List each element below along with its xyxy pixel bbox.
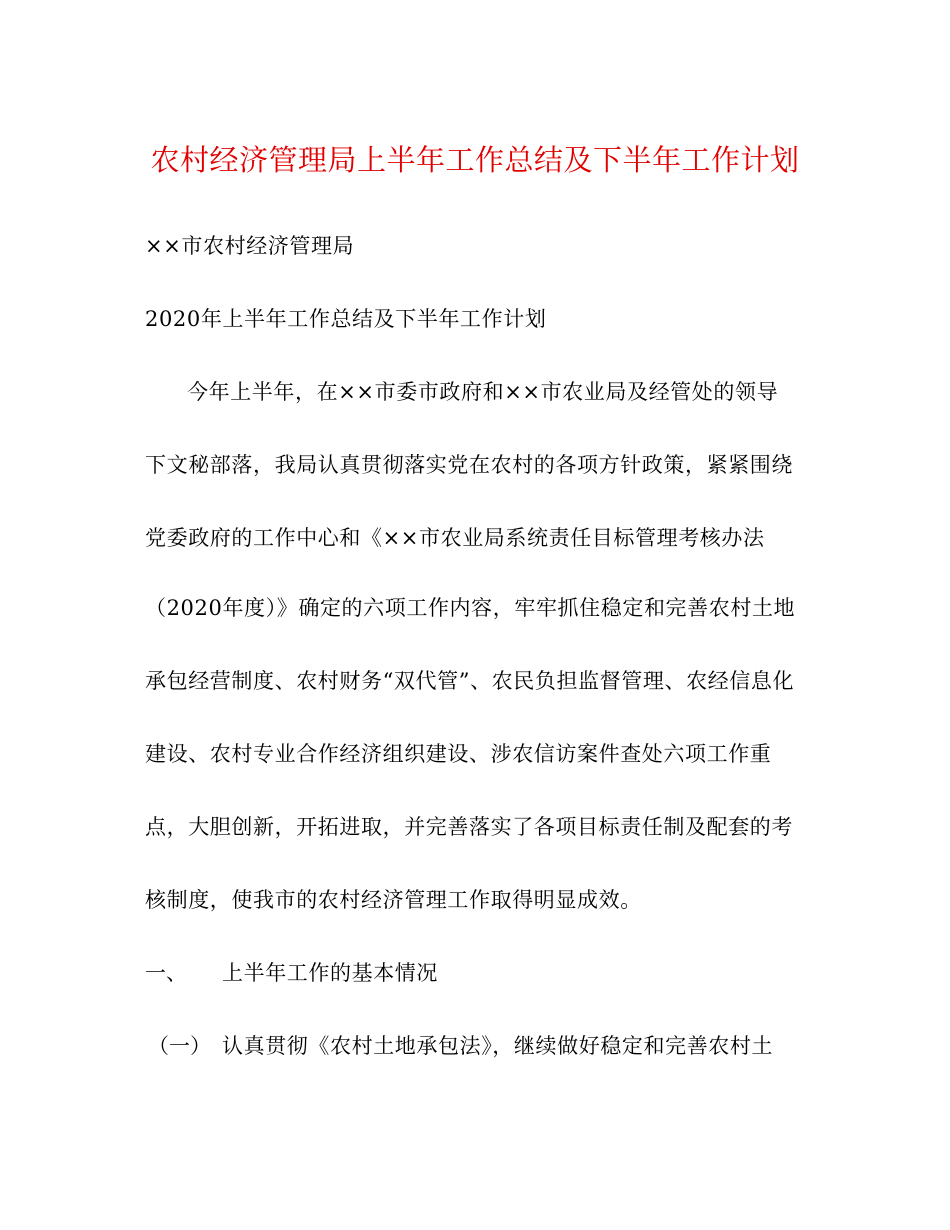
paragraph-line-8: 核制度，使我市的农村经济管理工作取得明显成效。 (145, 888, 642, 912)
paragraph-line-7: 点，大胆创新，开拓进取，并完善落实了各项目标责任制及配套的考 (145, 815, 793, 839)
paragraph-line-5: 承包经营制度、农村财务“双代管”、农民负担监督管理、农经信息化 (145, 669, 795, 693)
subsection-heading: 认真贯彻《农村土地承包法》，继续做好稳定和完善农村土 (222, 1034, 774, 1058)
subtitle-line: 2020年上半年工作总结及下半年工作计划 (145, 307, 547, 331)
section-number: 一、 (145, 961, 187, 985)
section-heading: 上半年工作的基本情况 (222, 961, 438, 985)
paragraph-line-1: 今年上半年，在××市委市政府和××市农业局及经管处的领导 (187, 380, 779, 404)
organization-line: ××市农村经济管理局 (145, 234, 355, 258)
paragraph-line-3: 党委政府的工作中心和《××市农业局系统责任目标管理考核办法 (145, 526, 765, 550)
document-title: 农村经济管理局上半年工作总结及下半年工作计划 (150, 143, 800, 177)
paragraph-line-4: （2020年度）》确定的六项工作内容，牢牢抓住稳定和完善农村土地 (145, 596, 796, 620)
paragraph-line-6: 建设、农村专业合作经济组织建设、涉农信访案件查处六项工作重 (145, 742, 772, 766)
subsection-number: （一） (148, 1034, 211, 1058)
paragraph-line-2: 下文秘部落，我局认真贯彻落实党在农村的各项方针政策，紧紧围绕 (145, 453, 793, 477)
